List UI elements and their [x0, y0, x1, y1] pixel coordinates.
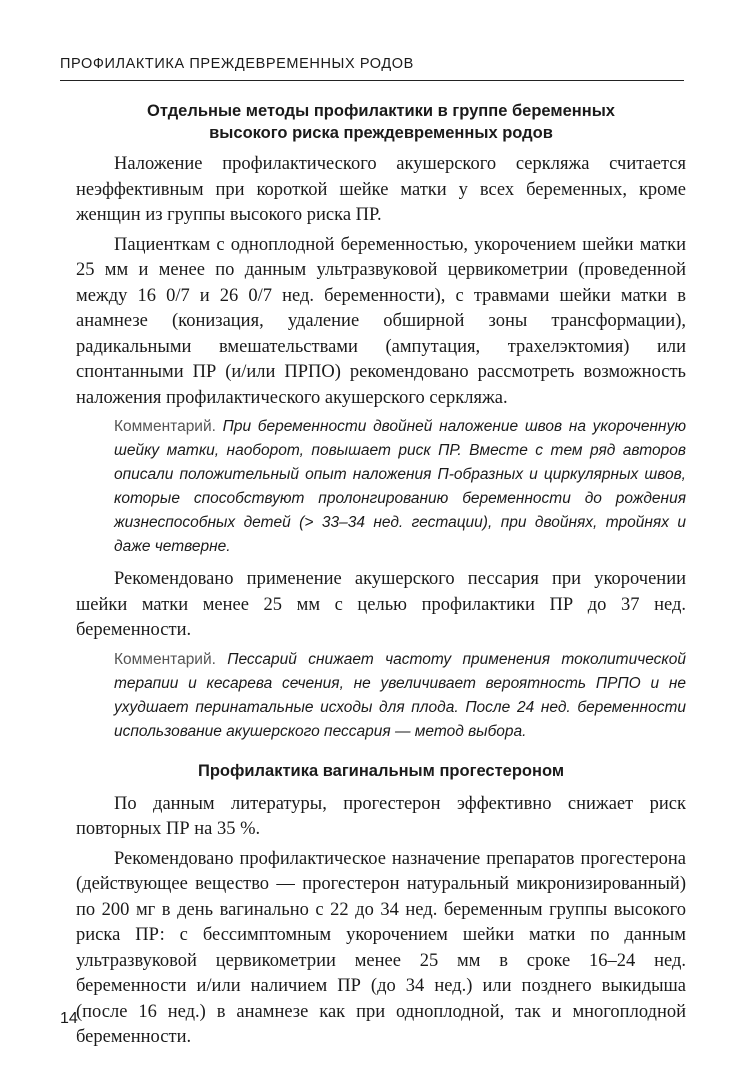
comment-text: Пессарий снижает частоту применения токолитической терапии и кесарева сечения, не увеличивает вероятность ПРПО и не ухудшает перинатальные исходы для плода. После 24 нед. беременности использование акушерского пессария — метод выбора. — [114, 650, 686, 740]
paragraph-cerclage-ineffective: Наложение профилактического акушерского серкляжа считается неэффективным при короткой шейке матки у всех беременных, кроме женщин из группы высокого риска ПР. — [76, 154, 686, 225]
comment-text: При беременности двойней наложение швов на укороченную шейку матки, наоборот, повышает риск ПР. Вместе с тем ряд авторов описали положительный опыт наложения П-образных и циркулярных швов, которые способствуют пролонгированию беременности до рождения жизнеспособных детей (> 33–34 нед. гестации), при двойнях, тройнях и даже четверне. — [114, 418, 686, 555]
comment-pessary — [114, 648, 686, 744]
running-head: ПРОФИЛАКТИКА ПРЕЖДЕВРЕМЕННЫХ РОДОВ — [60, 56, 414, 72]
paragraph-progesterone-regimen: Рекомендовано профилактическое назначение препаратов прогестерона (действующее вещество — прогестерон натуральный микронизированный) по 200 мг в день вагинально с 22 до 34 нед. беременным группы высокого риска ПР: с бессимптомным укорочением шейки матки по данным ультразвуковой цервикометрии менее 25 мм в сроке 16–24 нед. беременности и/или наличием ПР (до 34 нед.) или позднего выкидыша (после 16 нед.) в анамнезе как при одноплодной, так и многоплодной беременности. — [76, 848, 686, 1047]
page-body — [76, 100, 686, 1055]
comment-twins — [114, 415, 686, 559]
section-heading-progesterone: Профилактика вагинальным прогестероном — [197, 761, 565, 780]
comment-label: Комментарий. — [114, 418, 216, 435]
paragraph-pessary: Рекомендовано применение акушерского пессария при укорочении шейки матки менее 25 мм с целью профилактики ПР до 37 нед. беременности. — [76, 569, 686, 640]
section-heading-line2: высокого риска преждевременных родов — [209, 124, 553, 142]
paragraph-cerclage-indications: Пациенткам с одноплодной беременностью, укорочением шейки матки 25 мм и менее по данным ультразвуковой цервикометрии (проведенной между 16 0/7 и 26 0/7 нед. беременности), с травмами шейки матки в анамнезе (конизация, удаление обширной зоны трансформации), радикальными вмешательствами (ампутация, трахелэктомия) или спонтанными ПР (и/или ПРПО) рекомендовано рассмотреть возможность наложения профилактического акушерского серкляжа. — [76, 234, 686, 408]
page-number: 14 — [60, 1010, 78, 1027]
comment-label: Комментарий. — [114, 650, 216, 668]
section-heading-cerclage — [76, 100, 686, 144]
section-heading-line1: Отдельные методы профилактики в группе беременных — [147, 102, 615, 120]
header-rule — [60, 80, 684, 81]
paragraph-progesterone-efficacy: По данным литературы, прогестерон эффективно снижает риск повторных ПР на 35 %. — [76, 793, 686, 839]
